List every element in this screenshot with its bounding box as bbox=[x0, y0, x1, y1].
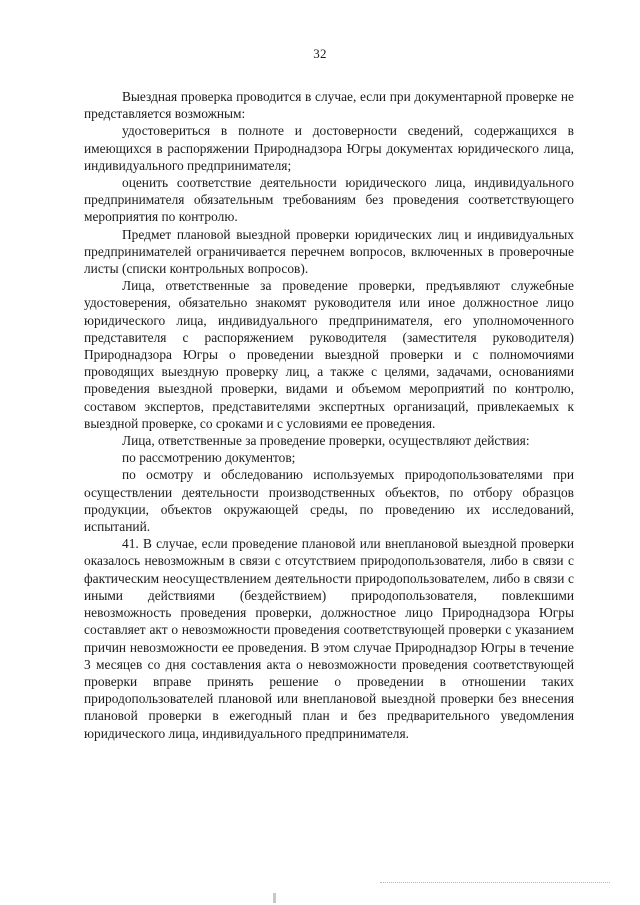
document-body bbox=[84, 88, 574, 742]
scan-artifact-mark bbox=[273, 893, 276, 903]
paragraph: Лица, ответственные за проведение проверки, осуществляют действия: bbox=[122, 433, 530, 449]
paragraph: оценить соответствие деятельности юридического лица, индивидуального предпринимателя обязательным требованиям без проведения соответствующего мероприятия по контролю. bbox=[84, 175, 574, 225]
scan-artifact-dotted-line bbox=[380, 882, 610, 885]
paragraph: Лица, ответственные за проведение проверки, предъявляют служебные удостоверения, обязательно знакомят руководителя или иное должностное лицо юридического лица, индивидуального предпринимателя, его уполномоченного представителя с распоряжением руководителя (заместителя руководителя) Природнадзора Югры о проведении выездной проверки и с полномочиями проводящих выездную проверку лиц, а также с целями, задачами, основаниями проведения выездной проверки, видами и объемом мероприятий по контролю, составом экспертов, представителями экспертных организаций, привлекаемых к выездной проверке, со сроками и с условиями ее проведения. bbox=[84, 278, 574, 431]
paragraph: по рассмотрению документов; bbox=[122, 450, 296, 466]
paragraph: 41. В случае, если проведение плановой или внеплановой выездной проверки оказалось невозможным в связи с отсутствием природопользователя, либо в связи с фактическим неосуществлением деятельности природопользователем, либо в связи с иными действиями (бездействием) природопользователя, повлекшими невозможность проведения проверки, должностное лицо Природнадзора Югры составляет акт о невозможности проведения соответствующей проверки с указанием причин невозможности ее проведения. В этом случае Природнадзор Югры в течение 3 месяцев со дня составления акта о невозможности проведения соответствующей проверки вправе принять решение о проведении в отношении таких природопользователей плановой или внеплановой выездной проверки без внесения плановой проверки в ежегодный план и без предварительного уведомления юридического лица, индивидуального предпринимателя. bbox=[84, 536, 574, 741]
paragraph: Предмет плановой выездной проверки юридических лиц и индивидуальных предпринимателей ограничивается перечнем вопросов, включенных в проверочные листы (списки контрольных вопросов). bbox=[84, 226, 574, 277]
paragraph: Выездная проверка проводится в случае, если при документарной проверке не представляется возможным: bbox=[84, 89, 574, 122]
page-number: 32 bbox=[313, 46, 327, 61]
paragraph: удостовериться в полноте и достоверности сведений, содержащихся в имеющихся в распоряжении Природнадзора Югры документах юридического лица, индивидуального предпринимателя; bbox=[84, 123, 574, 173]
paragraph: по осмотру и обследованию используемых природопользователями при осуществлении деятельности производственных объектов, по отбору образцов продукции, объектов окружающей среды, по проведению их исследований, испытаний. bbox=[84, 467, 574, 535]
